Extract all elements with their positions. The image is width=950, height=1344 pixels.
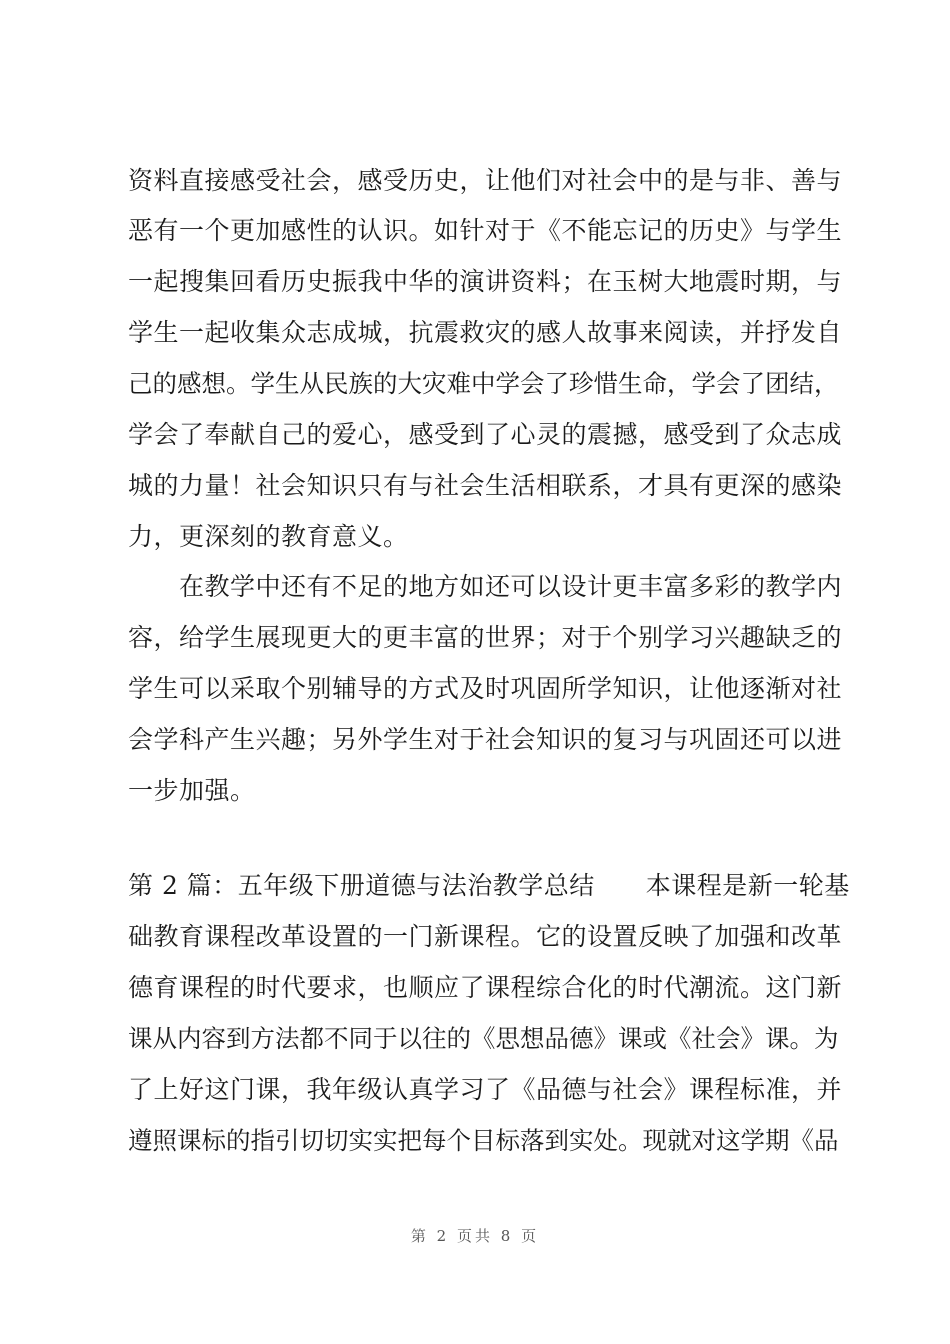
paragraph-1-line-1: 资料直接感受社会，感受历史，让他们对社会中的是与非、善与 <box>128 166 843 195</box>
page-number-footer: 第 2 页共 8 页 <box>410 1227 540 1245</box>
paragraph-1-line-6: 学会了奉献自己的爱心，感受到了心灵的震撼，感受到了众志成 <box>128 420 843 449</box>
paragraph-3-line-2: 础教育课程改革设置的一门新课程。它的设置反映了加强和改革 <box>128 922 843 951</box>
paragraph-1-line-4: 学生一起收集众志成城，抗震救灾的感人故事来阅读，并抒发自 <box>128 318 843 347</box>
paragraph-1-line-3: 一起搜集回看历史振我中华的演讲资料；在玉树大地震时期，与 <box>128 267 843 296</box>
paragraph-1-line-8: 力，更深刻的教育意义。 <box>128 522 409 551</box>
paragraph-2-line-1: 在教学中还有不足的地方如还可以设计更丰富多彩的教学内 <box>128 572 843 601</box>
paragraph-2-line-5: 一步加强。 <box>128 776 256 805</box>
paragraph-3-line-4: 课从内容到方法都不同于以往的《思想品德》课或《社会》课。为 <box>128 1024 839 1053</box>
paragraph-3-line-3: 德育课程的时代要求，也顺应了课程综合化的时代潮流。这门新 <box>128 973 843 1002</box>
paragraph-2-line-3: 学生可以采取个别辅导的方式及时巩固所学知识，让他逐渐对社 <box>128 674 843 703</box>
paragraph-2-line-4: 会学科产生兴趣；另外学生对于社会知识的复习与巩固还可以进 <box>128 725 843 754</box>
paragraph-3-line-1: 第 2 篇：五年级下册道德与法治教学总结 本课程是新一轮基 <box>128 871 850 900</box>
paragraph-1-line-5: 己的感想。学生从民族的大灾难中学会了珍惜生命，学会了团结， <box>128 369 839 398</box>
paragraph-3-line-5: 了上好这门课，我年级认真学习了《品德与社会》课程标准，并 <box>128 1075 843 1104</box>
paragraph-1-line-2: 恶有一个更加感性的认识。如针对于《不能忘记的历史》与学生 <box>128 216 843 245</box>
paragraph-1-line-7: 城的力量！社会知识只有与社会生活相联系，才具有更深的感染 <box>128 471 843 500</box>
paragraph-2-line-2: 容，给学生展现更大的更丰富的世界；对于个别学习兴趣缺乏的 <box>128 623 843 652</box>
paragraph-3-line-6: 遵照课标的指引切切实实把每个目标落到实处。现就对这学期《品 <box>128 1126 839 1155</box>
